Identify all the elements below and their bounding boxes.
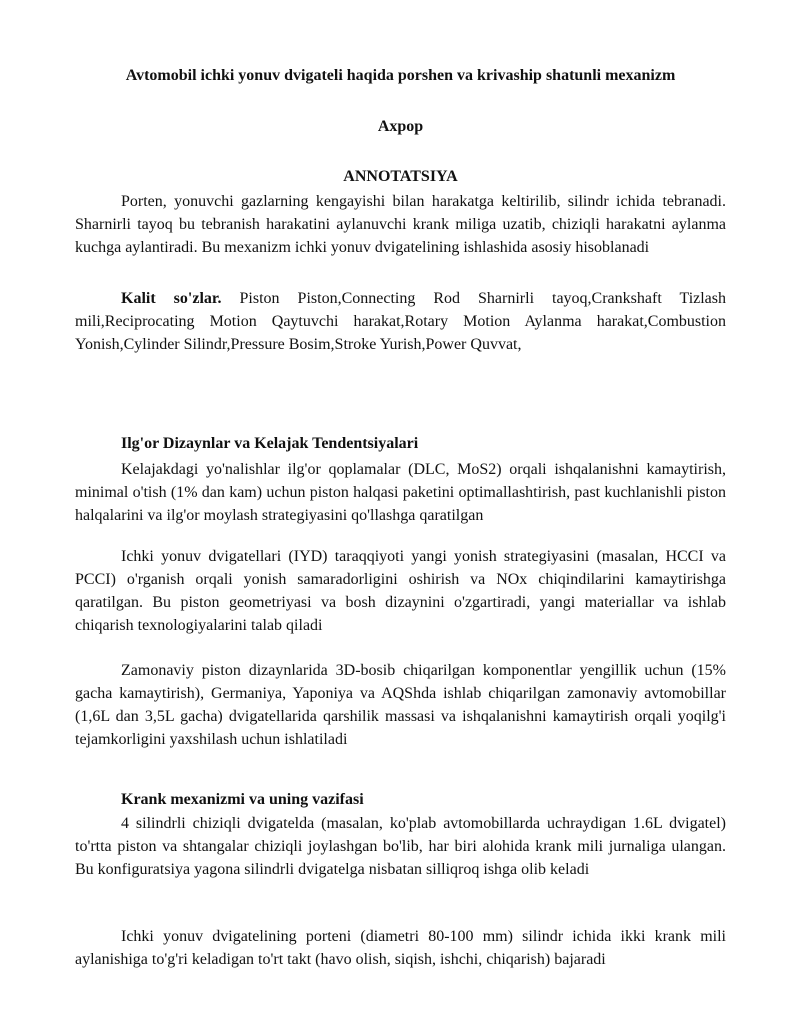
section1-paragraph-3: Zamonaviy piston dizaynlarida 3D-bosib chiqarilgan komponentlar yengillik uchun (15% gacha kamaytirish), Germaniya, Yaponiya va AQShda ishlab chiqarilgan zamonaviy avtomobillar (1,6L dan 3,5L gacha) dvigatellarida qarshilik massasi va ishqalanishni kamaytirish orqali yoqilg'i tejamkorligini yaxshilash uchun ishlatiladi (75, 662, 726, 748)
section-heading-advanced-designs: Ilg'or Dizaynlar va Kelajak Tendentsiyalari (121, 435, 419, 452)
annotation-paragraph: Porten, yonuvchi gazlarning kengayishi bilan harakatga keltirilib, silindr ichida tebranadi. Sharnirli tayoq bu tebranish harakatini aylanuvchi krank miliga uzatib, chiziqli harakatni aylanma kuchga aylantiradi. Bu mexanizm ichki yonuv dvigatelining ishlashida asosiy hisoblanadi (75, 193, 726, 256)
document-title: Avtomobil ichki yonuv dvigateli haqida porshen va krivaship shatunli mexanizm (125, 67, 676, 84)
keywords-paragraph (75, 287, 726, 356)
section1-paragraph-1: Kelajakdagi yo'nalishlar ilg'or qoplamalar (DLC, MoS2) orqali ishqalanishni kamaytirish, minimal o'tish (1% dan kam) uchun piston halqasi paketini optimallashtirish, past kuchlanishli piston halqalarini va ilg'or moylash strategiyasini qo'llashga qaratilgan (75, 461, 726, 524)
annotation-heading: ANNOTATSIYA (343, 168, 458, 185)
keywords-label: Kalit so'zlar. (121, 290, 222, 307)
document-author: Axpop (377, 118, 424, 135)
keywords-text: Piston Piston,Connecting Rod Sharnirli tayoq,Crankshaft Tizlash mili,Reciprocating Motion Qaytuvchi harakat,Rotary Motion Aylanma harakat,Combustion Yonish,Cylinder Silindr,Pressure Bosim,Stroke Yurish,Power Quvvat, (75, 290, 727, 353)
section2-paragraph-1: 4 silindrli chiziqli dvigatelda (masalan, ko'plab avtomobillarda uchraydigan 1.6L dvigatel) to'rtta piston va shtangalar chiziqli joylashgan bo'lib, har biri alohida krank mili jurnaliga ulangan. Bu konfiguratsiya yagona silindrli dvigatelga nisbatan silliqroq ishga olib keladi (75, 815, 726, 878)
section-heading-crank-mechanism: Krank mexanizmi va uning vazifasi (121, 791, 364, 808)
section1-paragraph-2: Ichki yonuv dvigatellari (IYD) taraqqiyoti yangi yonish strategiyasini (masalan, HCCI va PCCI) o'rganish orqali yonish samaradorligini oshirish va NOx chiqindilarini kamaytirishga qaratilgan. Bu piston geometriyasi va bosh dizaynini o'zgartiradi, yangi materiallar va ishlab chiqarish texnologiyalarini talab qiladi (75, 548, 726, 634)
section2-paragraph-2: Ichki yonuv dvigatelining porteni (diametri 80-100 mm) silindr ichida ikki krank mili aylanishiga to'g'ri keladigan to'rt takt (havo olish, siqish, ishchi, chiqarish) bajaradi (75, 928, 726, 968)
